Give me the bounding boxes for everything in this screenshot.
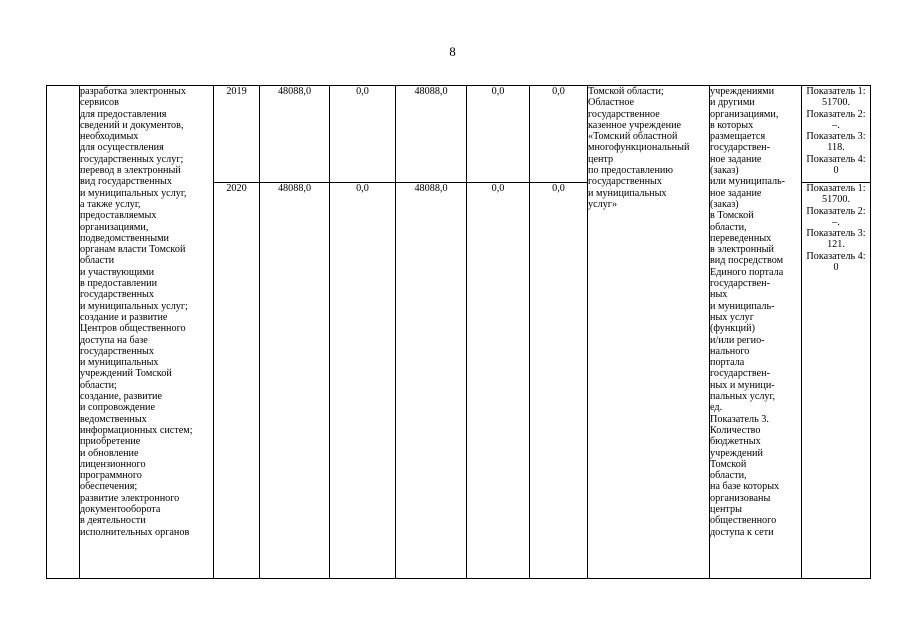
text-line: Центров общественного <box>80 323 186 335</box>
text-line: разработка электронных <box>80 86 186 97</box>
local-funding-cell: 0,0 <box>467 183 530 579</box>
text-line: обеспечения; <box>80 481 138 493</box>
program-table <box>46 85 871 579</box>
text-line: Областное <box>588 97 635 109</box>
result-indicator-cell <box>710 86 802 579</box>
text-line: области, <box>710 470 747 482</box>
text-line: лицензионного <box>80 458 146 470</box>
text-line: на базе которых <box>710 481 780 493</box>
text-line: а также услуг, <box>80 198 141 210</box>
text-line: государственных <box>588 176 662 188</box>
text-line: по предоставлению <box>588 165 673 177</box>
text-line: 121. <box>827 239 845 251</box>
text-line: общественного <box>710 515 777 527</box>
measure-description-cell <box>80 86 214 579</box>
text-line: учреждений Томской <box>80 368 172 380</box>
text-line: бюджетных <box>710 436 761 448</box>
text-line: государствен- <box>710 278 770 290</box>
text-line: ных <box>710 289 728 301</box>
text-line: Томской <box>710 458 747 470</box>
text-line: размещается <box>710 131 766 143</box>
total-funding-cell: 48088,0 <box>260 183 330 579</box>
text-line: развитие электронного <box>80 492 180 504</box>
text-line: в которых <box>710 119 754 131</box>
text-line: и муниципаль- <box>710 300 775 312</box>
text-line: доступа на базе <box>80 334 148 346</box>
text-line: доступа к сети <box>710 526 774 538</box>
text-line: ное задание <box>710 153 762 165</box>
text-line: ед. <box>710 402 723 414</box>
text-line: сервисов <box>80 97 119 109</box>
text-line: создание и развитие <box>80 311 168 323</box>
text-line: 118. <box>827 142 845 154</box>
text-line: области <box>80 255 115 267</box>
text-line: и сопровождение <box>80 402 156 414</box>
table-row <box>47 86 871 183</box>
text-line: учреждениями <box>710 86 775 97</box>
text-line: 0 <box>833 262 839 274</box>
text-line: и муниципальных <box>588 187 667 199</box>
text-line: организациями, <box>80 221 149 233</box>
text-line: перевод в электронный <box>80 165 181 177</box>
other-funding-cell: 0,0 <box>530 183 588 579</box>
text-line: государственных <box>80 345 154 357</box>
regional-funding-cell: 48088,0 <box>396 183 467 579</box>
text-line: государственных услуг; <box>80 153 184 165</box>
total-funding-cell: 48088,0 <box>260 86 330 183</box>
text-line: для осуществления <box>80 142 164 154</box>
text-line: (заказ) <box>710 198 739 210</box>
text-line: Показатель 1: <box>806 183 866 194</box>
text-line: и другими <box>710 97 755 109</box>
indicator-values-cell <box>802 183 871 579</box>
text-line: (заказ) <box>710 165 739 177</box>
text-line: «Томский областной <box>588 131 678 143</box>
text-line: в электронный <box>710 244 774 256</box>
text-line: и участвующими <box>80 266 155 278</box>
text-line: –. <box>832 119 840 131</box>
text-line: Показатель 1: <box>806 86 866 97</box>
text-line: или муниципаль- <box>710 176 786 188</box>
text-line: 51700. <box>821 194 850 206</box>
page-number: 8 <box>449 44 456 59</box>
text-line: Показатель 2: <box>806 205 866 217</box>
text-line: исполнительных органов <box>80 526 190 538</box>
text-line: ведомственных <box>80 413 147 425</box>
text-line: Показатель 3: <box>806 228 866 240</box>
indicator-values-cell <box>802 86 871 183</box>
text-line: портала <box>710 357 745 369</box>
text-line: пальных услуг, <box>710 391 776 403</box>
text-line: сведений и документов, <box>80 119 184 131</box>
text-line: –. <box>832 216 840 228</box>
text-line: подведомственными <box>80 232 169 244</box>
text-line: центр <box>588 153 614 165</box>
text-line: Единого портала <box>710 266 784 278</box>
text-line: государственное <box>588 108 660 120</box>
text-line: центры <box>710 503 742 515</box>
text-line: государствен- <box>710 368 770 380</box>
other-funding-cell: 0,0 <box>530 86 588 183</box>
text-line: Показатель 2: <box>806 108 866 120</box>
text-line: в деятельности <box>80 515 146 527</box>
text-line: и обновление <box>80 447 139 459</box>
text-line: и муниципальных <box>80 357 159 369</box>
text-line: Показатель 4: <box>806 250 866 262</box>
federal-funding-cell: 0,0 <box>330 86 396 183</box>
text-line: информационных систем; <box>80 424 193 436</box>
text-line: учреждений <box>710 447 763 459</box>
text-line: казенное учреждение <box>588 119 682 131</box>
text-line: государственных <box>80 289 154 301</box>
row-number-cell <box>47 86 80 579</box>
text-line: (функций) <box>710 323 755 335</box>
text-line: области, <box>710 221 747 233</box>
text-line: необходимых <box>80 131 139 143</box>
text-line: 51700. <box>821 97 850 109</box>
year-cell: 2019 <box>214 86 260 183</box>
text-line: создание, развитие <box>80 391 163 403</box>
text-line: вид государственных <box>80 176 172 188</box>
text-line: ное задание <box>710 187 762 199</box>
text-line: вид посредством <box>710 255 784 267</box>
text-line: 0 <box>833 165 839 177</box>
text-line: и муниципальных услуг, <box>80 187 187 199</box>
text-line: предоставляемых <box>80 210 157 222</box>
text-line: в предоставлении <box>80 278 158 290</box>
regional-funding-cell: 48088,0 <box>396 86 467 183</box>
text-line: Показатель 3. <box>710 413 769 425</box>
text-line: ных и муници- <box>710 379 775 391</box>
text-line: Показатель 3: <box>806 131 866 143</box>
local-funding-cell: 0,0 <box>467 86 530 183</box>
text-line: приобретение <box>80 436 141 448</box>
text-line: переведенных <box>710 232 772 244</box>
text-line: организациями, <box>710 108 779 120</box>
text-line: области; <box>80 379 117 391</box>
text-line: Количество <box>710 424 761 436</box>
text-line: программного <box>80 470 142 482</box>
text-line: услуг» <box>588 198 618 210</box>
text-line: и/или регио- <box>710 334 765 346</box>
executor-cell <box>588 86 710 579</box>
text-line: Показатель 4: <box>806 153 866 165</box>
text-line: нального <box>710 345 750 357</box>
text-line: многофункциональный <box>588 142 690 154</box>
text-line: органам власти Томской <box>80 244 186 256</box>
text-line: Томской области; <box>588 86 664 97</box>
year-cell: 2020 <box>214 183 260 579</box>
text-line: ных услуг <box>710 311 754 323</box>
text-line: государствен- <box>710 142 770 154</box>
text-line: организованы <box>710 492 771 504</box>
text-line: документооборота <box>80 503 161 515</box>
text-line: в Томской <box>710 210 754 222</box>
federal-funding-cell: 0,0 <box>330 183 396 579</box>
text-line: и муниципальных услуг; <box>80 300 188 312</box>
text-line: для предоставления <box>80 108 167 120</box>
